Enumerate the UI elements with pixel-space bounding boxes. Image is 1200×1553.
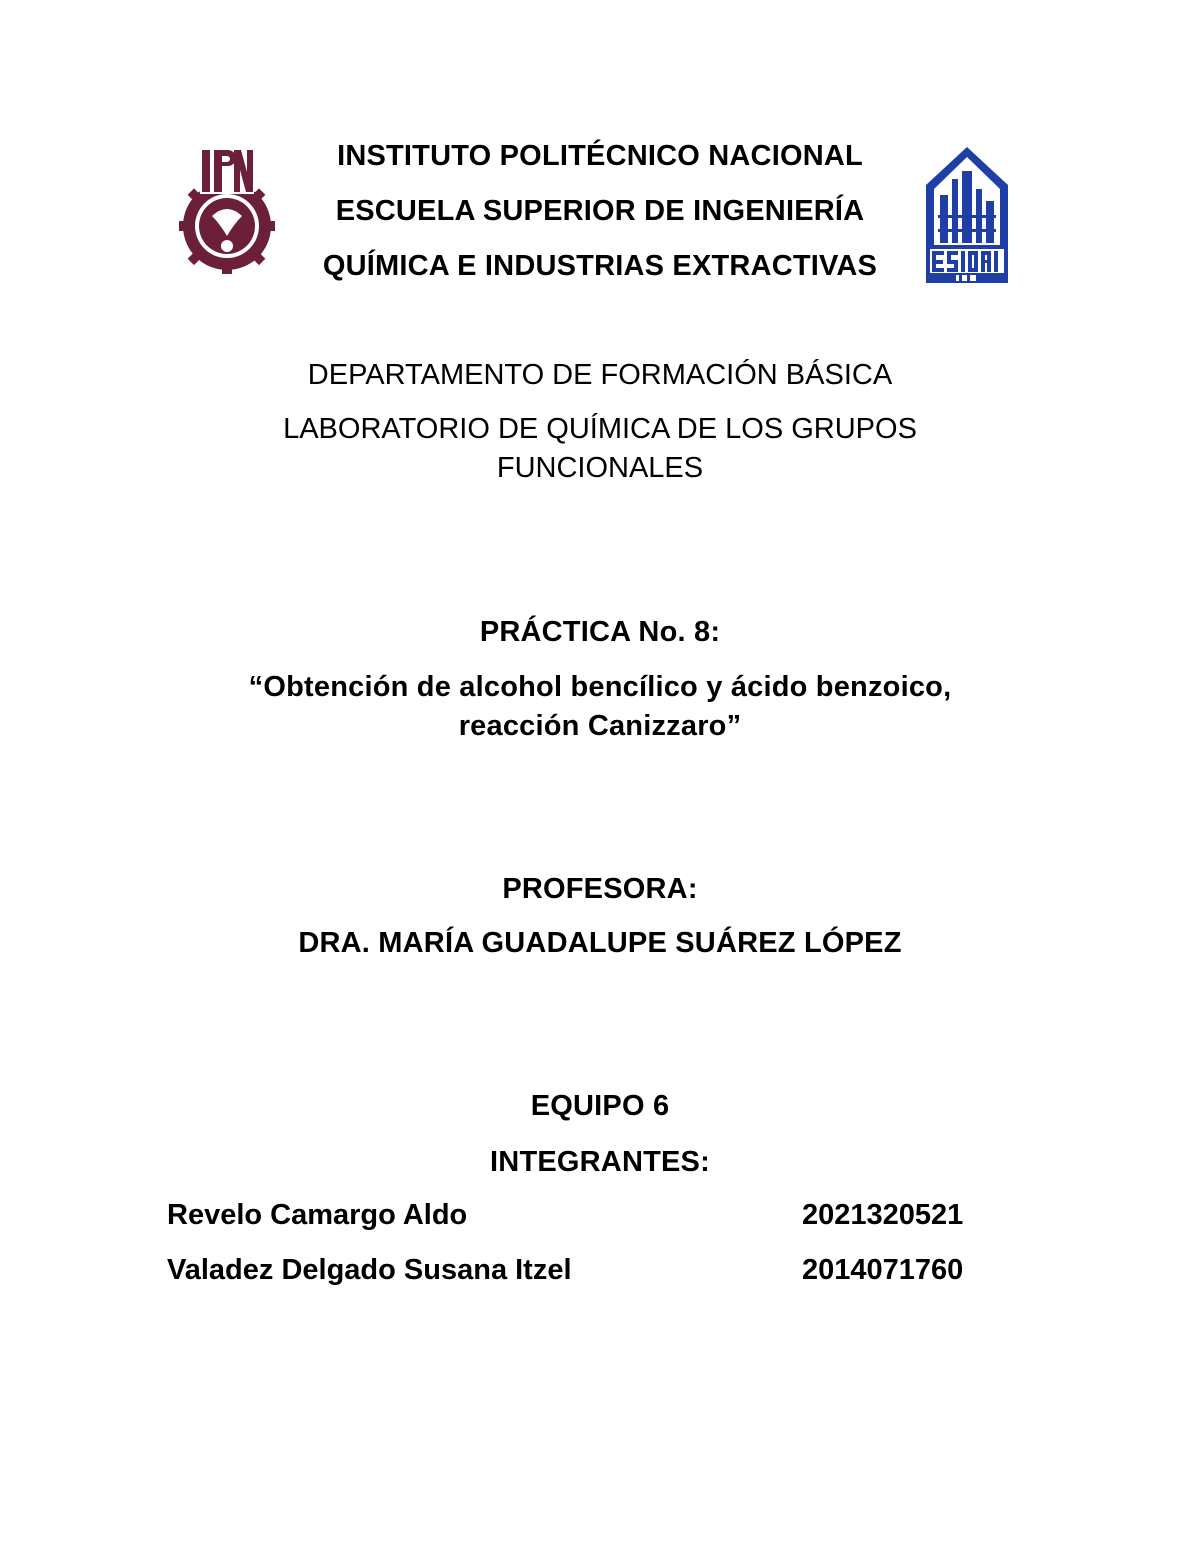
member-id: 2021320521 [802, 1199, 964, 1231]
practice-title-line-2: reacción Canizzaro” [458, 710, 742, 742]
members-label: INTEGRANTES: [490, 1146, 710, 1178]
department-name: DEPARTAMENTO DE FORMACIÓN BÁSICA [307, 359, 893, 391]
institute-name: INSTITUTO POLITÉCNICO NACIONAL [337, 140, 863, 172]
team-label: EQUIPO 6 [530, 1090, 670, 1122]
practice-title-line-1: “Obtención de alcohol bencílico y ácido benzoico, [248, 671, 952, 703]
school-name-line-1: ESCUELA SUPERIOR DE INGENIERÍA [335, 195, 865, 227]
professor-name: DRA. MARÍA GUADALUPE SUÁREZ LÓPEZ [298, 927, 902, 959]
laboratory-name-line-2: FUNCIONALES [496, 452, 704, 484]
professor-label: PROFESORA: [502, 873, 698, 905]
practice-number: PRÁCTICA No. 8: [479, 616, 721, 648]
laboratory-name-line-1: LABORATORIO DE QUÍMICA DE LOS GRUPOS [283, 413, 917, 445]
member-id: 2014071760 [802, 1254, 964, 1286]
member-name: Valadez Delgado Susana Itzel [167, 1254, 572, 1286]
school-name-line-2: QUÍMICA E INDUSTRIAS EXTRACTIVAS [322, 250, 878, 282]
member-name: Revelo Camargo Aldo [167, 1199, 468, 1231]
